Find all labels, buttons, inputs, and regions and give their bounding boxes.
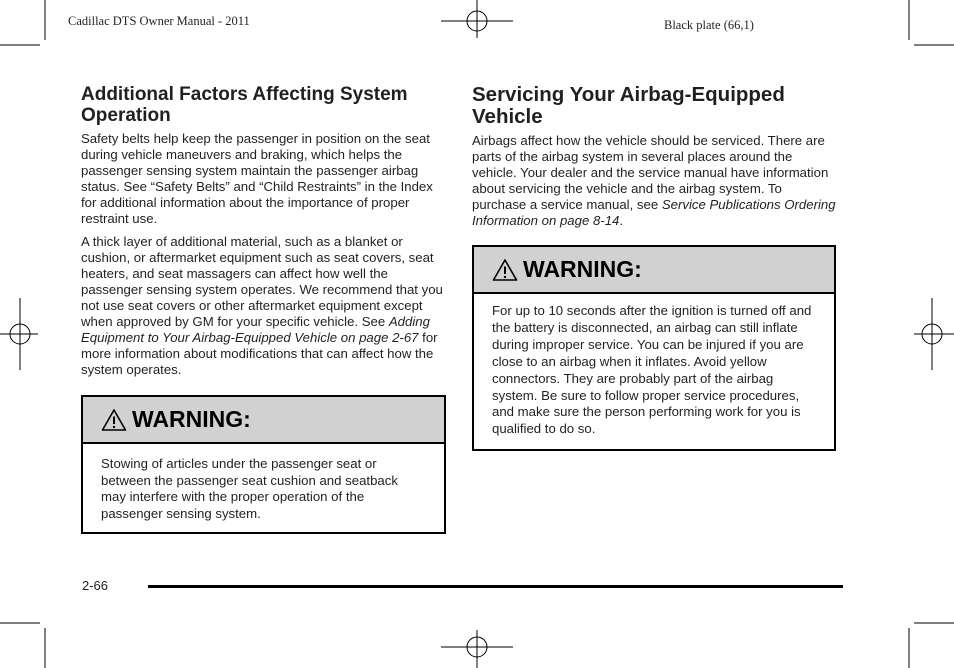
paragraph-thick-layer-text: A thick layer of additional material, such as a blanket or cushion, or aftermarket equipment such as seat covers, seat heaters, and seat massagers can affect how well the passenger sensing system operates. We recommend that you not use seat covers or other aftermarket equipment except when approved by GM for your specific vehicle. See [81, 234, 443, 329]
warning-header [83, 397, 444, 444]
paragraph-airbags-service-text: Airbags affect how the vehicle should be serviced. There are parts of the airbag system in several places around the vehicle. Your dealer and the service manual have information about servicing the vehicle and the airbag system. To purchase a service manual, see [472, 133, 829, 212]
warning-body [474, 294, 834, 449]
warning-box-stowing [81, 395, 446, 534]
paragraph-airbags-service [472, 133, 836, 229]
paragraph-thick-layer [81, 234, 446, 378]
warning-triangle-icon [492, 258, 518, 282]
registration-mark-right-icon [914, 298, 954, 370]
section-heading-additional-factors: Additional Factors Affecting System Operation [81, 84, 408, 126]
warning-triangle-icon [101, 408, 127, 432]
warning-box-inflation [472, 245, 836, 451]
warning-text: Stowing of articles under the passenger seat or between the passenger seat cushion and seatback may interfere with the proper operation of the passenger sensing system. [101, 456, 398, 522]
warning-title: WARNING: [132, 406, 251, 432]
header-plate-info: Black plate (66,1) [664, 18, 754, 32]
right-column [472, 84, 836, 451]
registration-mark-top-icon [441, 0, 513, 38]
warning-body [83, 444, 444, 532]
registration-mark-left-icon [0, 298, 38, 370]
paragraph-safety-belts: Safety belts help keep the passenger in position on the seat during vehicle maneuvers and braking, which helps the passenger sensing system maintain the passenger airbag status. See “Safety Belts” and “Child Restraints” in the Index for additional information about the importance of proper restraint use. [81, 131, 433, 226]
paragraph-airbags-service-end: . [619, 213, 624, 228]
warning-title: WARNING: [523, 256, 642, 282]
cross-reference-link[interactable]: Adding Equipment to Your Airbag-Equipped Vehicle on page 2-67 [81, 314, 430, 345]
footer-rule [148, 585, 843, 588]
page-number: 2-66 [82, 578, 109, 593]
header-manual-title: Cadillac DTS Owner Manual - 2011 [68, 14, 250, 28]
paragraph-thick-layer-end: for more information about modifications that can affect how the system operates. [81, 330, 438, 377]
cross-reference-link[interactable]: Service Publications Ordering Information on page 8-14 [472, 197, 836, 228]
warning-header [474, 247, 834, 294]
registration-mark-bottom-icon [441, 630, 513, 668]
section-heading-servicing: Servicing Your Airbag-Equipped Vehicle [472, 83, 785, 128]
left-column [81, 84, 446, 534]
warning-text: For up to 10 seconds after the ignition is turned off and the battery is disconnected, an airbag can still inflate during improper service. You can be injured if you are close to an airbag when it inflates. Avoid yellow connectors. They are probably part of the airbag system. Be sure to follow proper service procedures, and make sure the person performing work for you is qualified to do so. [492, 303, 812, 437]
